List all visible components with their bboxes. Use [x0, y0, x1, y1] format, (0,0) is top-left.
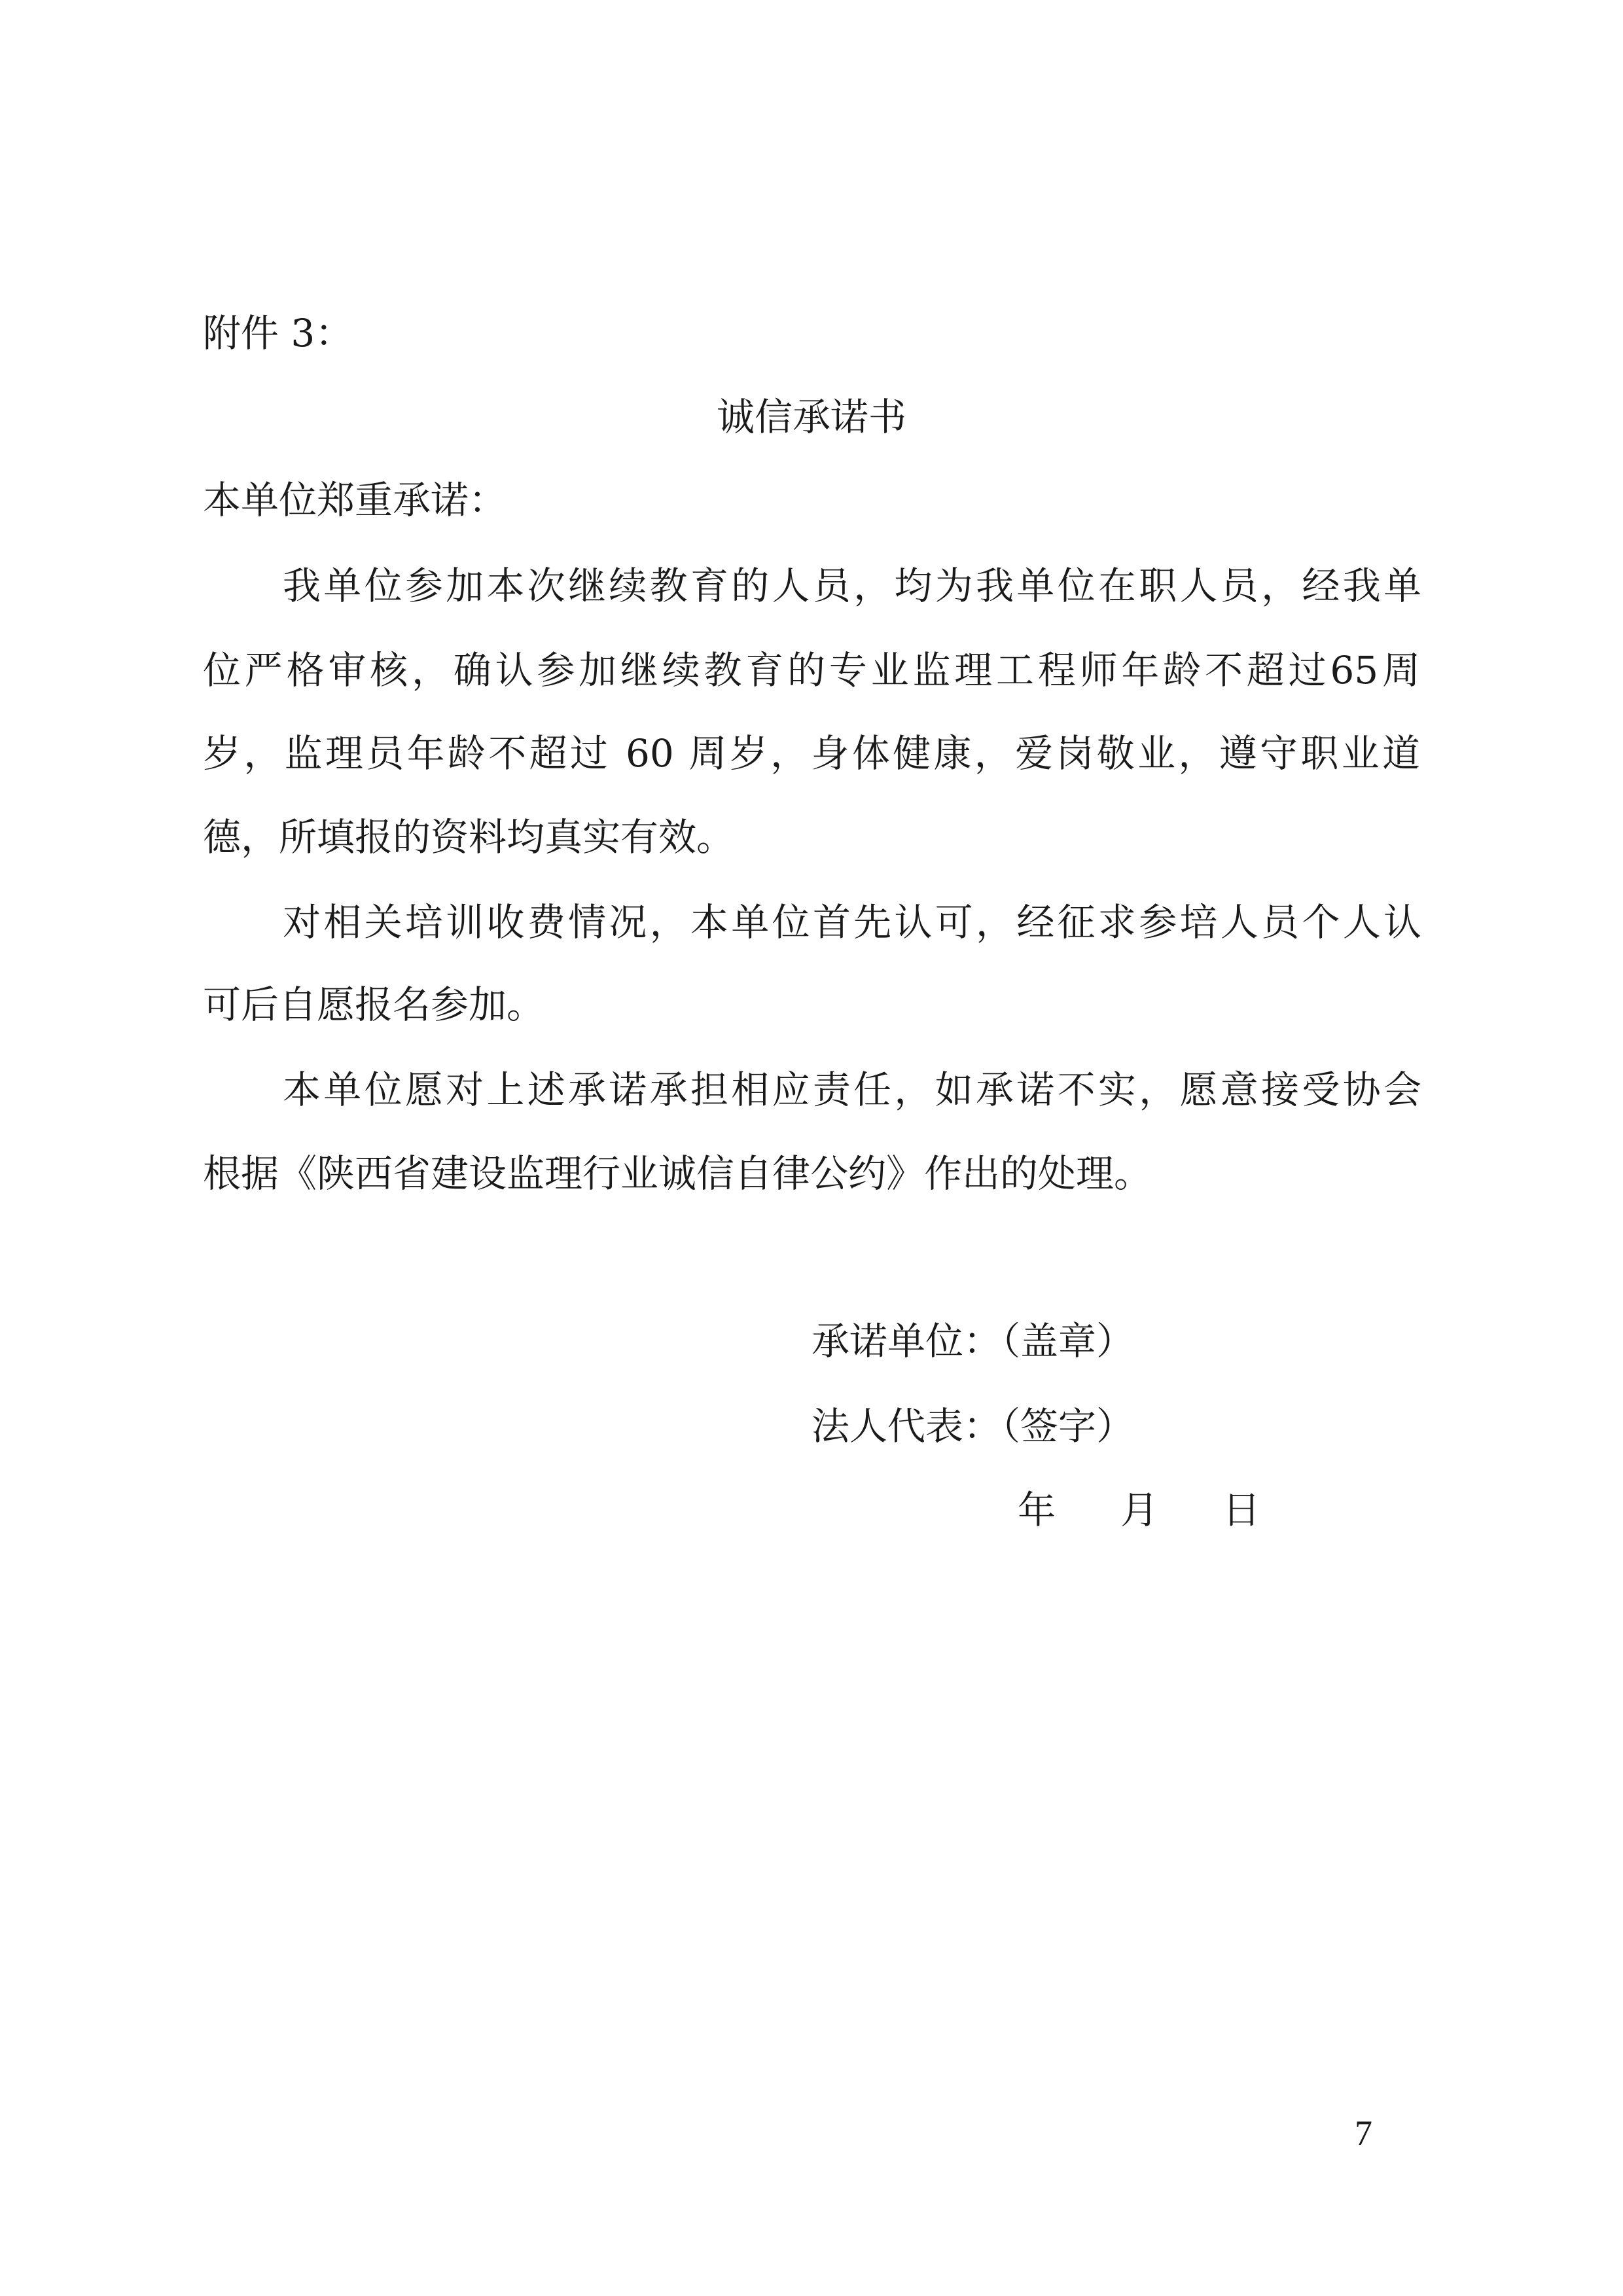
commitment-unit-label: 承诺单位：（盖章） [812, 1319, 1135, 1363]
paragraph-line: 根据《陕西省建设监理行业诚信自律公约》作出的处理。 [203, 1151, 1152, 1196]
paragraph-line: 德，所填报的资料均真实有效。 [203, 815, 735, 859]
date-year-label: 年 [1018, 1488, 1056, 1532]
salutation: 本单位郑重承诺： [203, 478, 507, 522]
paragraph-line: 我单位参加本次继续教育的人员，均为我单位在职人员，经我单 [283, 564, 1421, 608]
paragraph-line: 可后自愿报名参加。 [203, 982, 545, 1027]
date-day-label: 日 [1222, 1488, 1261, 1532]
paragraph-line: 对相关培训收费情况，本单位首先认可，经征求参培人员个人认 [283, 900, 1421, 944]
document-title: 诚信承诺书 [716, 395, 906, 439]
paragraph-line: 本单位愿对上述承诺承担相应责任，如承诺不实，愿意接受协会 [283, 1067, 1421, 1112]
paragraph-line: 岁，监理员年龄不超过 60 周岁，身体健康，爱岗敬业，遵守职业道 [203, 731, 1420, 776]
attachment-label: 附件 3： [203, 311, 353, 355]
date-month-label: 月 [1120, 1488, 1159, 1532]
page-number: 7 [1355, 2113, 1372, 2153]
legal-representative-label: 法人代表：（签字） [812, 1404, 1135, 1448]
paragraph-line: 位严格审核，确认参加继续教育的专业监理工程师年龄不超过65周 [203, 648, 1420, 692]
